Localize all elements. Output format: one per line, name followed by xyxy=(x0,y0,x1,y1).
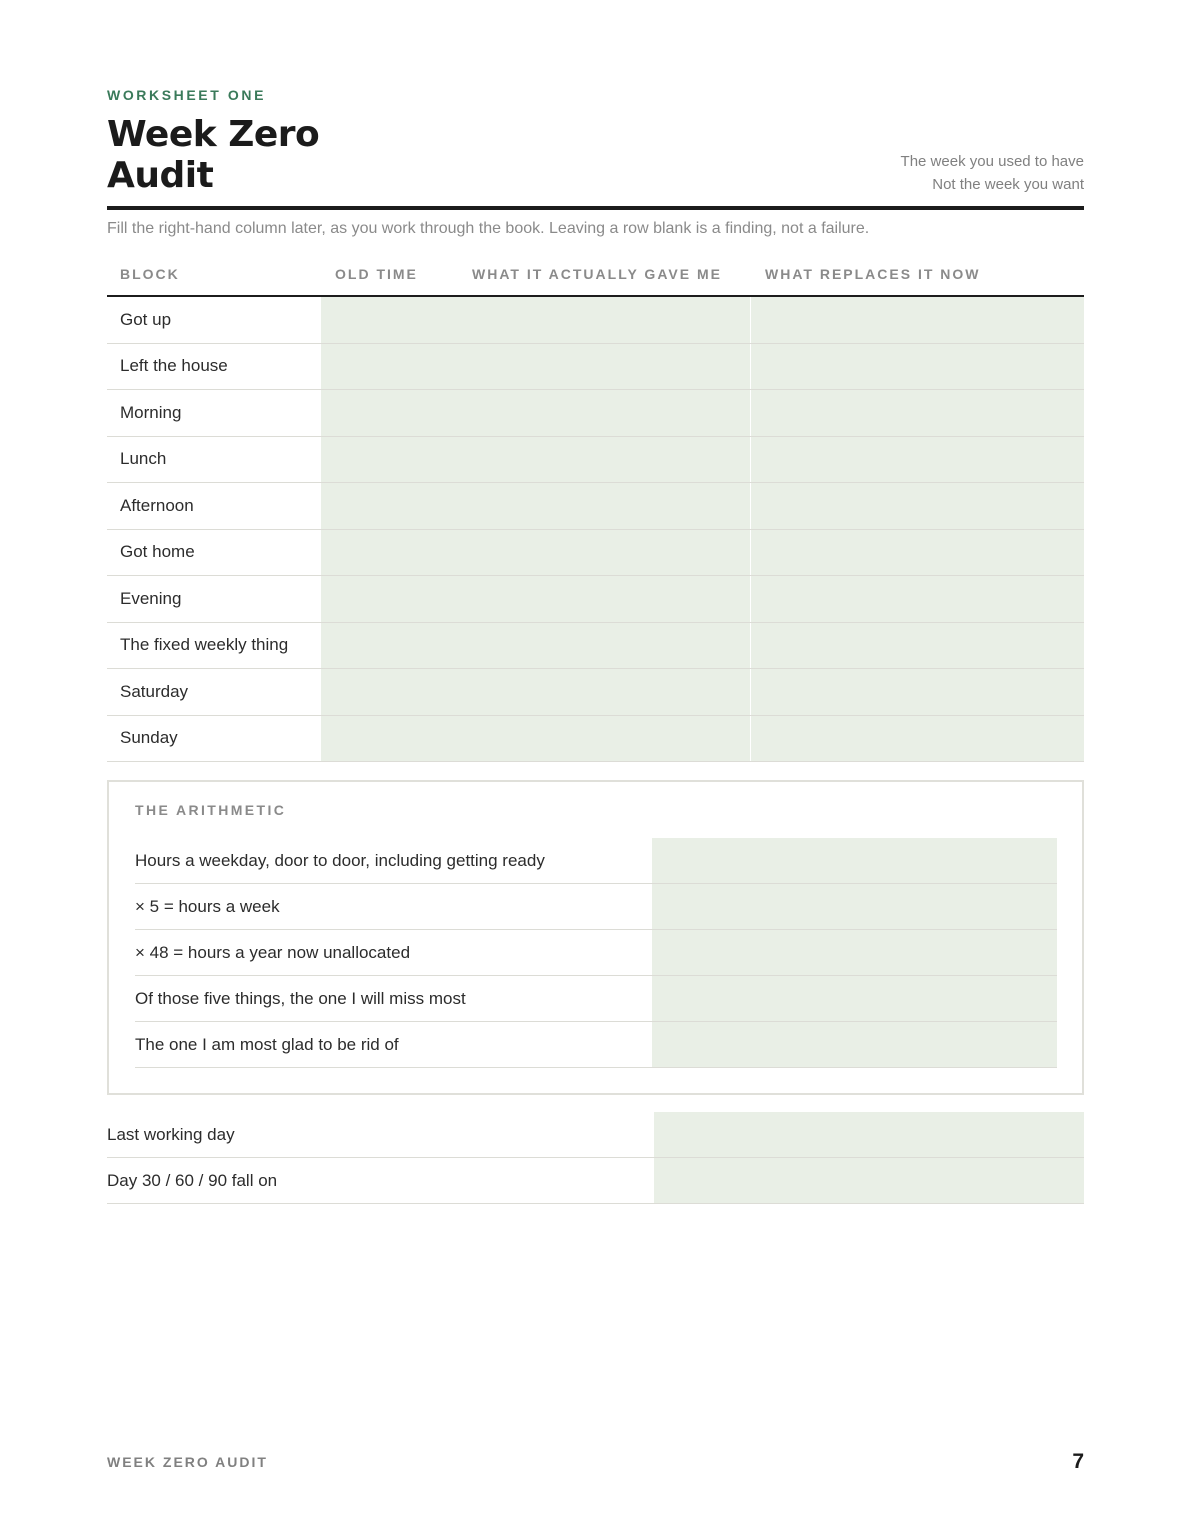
row-label: Morning xyxy=(120,402,182,422)
tagline-line-2: Not the week you want xyxy=(932,176,1084,193)
arithmetic-label: × 5 = hours a week xyxy=(135,896,280,916)
arithmetic-answer-field[interactable] xyxy=(652,930,1057,975)
arithmetic-row xyxy=(135,838,1057,884)
replaces-it-field[interactable] xyxy=(751,297,1084,343)
arithmetic-label: The one I am most glad to be rid of xyxy=(135,1034,399,1054)
old-time-and-gave-me-field[interactable] xyxy=(321,390,751,436)
worksheet-eyebrow: WORKSHEET ONE xyxy=(107,87,267,103)
row-label: The fixed weekly thing xyxy=(120,635,289,655)
row-label: Afternoon xyxy=(120,495,194,515)
old-time-and-gave-me-field[interactable] xyxy=(321,669,751,715)
replaces-it-field[interactable] xyxy=(751,344,1084,390)
replaces-it-field[interactable] xyxy=(751,576,1084,622)
date-row xyxy=(107,1112,1084,1158)
row-label: Got home xyxy=(120,542,195,562)
old-time-and-gave-me-field[interactable] xyxy=(321,623,751,669)
date-answer-field[interactable] xyxy=(654,1158,1084,1203)
row-label: Left the house xyxy=(120,356,228,376)
old-time-and-gave-me-field[interactable] xyxy=(321,716,751,762)
old-time-and-gave-me-field[interactable] xyxy=(321,576,751,622)
table-row xyxy=(107,669,1084,716)
audit-table-header xyxy=(107,254,1084,297)
arithmetic-row xyxy=(135,930,1057,976)
date-label: Day 30 / 60 / 90 fall on xyxy=(107,1170,278,1190)
arithmetic-title: THE ARITHMETIC xyxy=(135,802,287,818)
header-rule xyxy=(107,206,1084,210)
replaces-it-field[interactable] xyxy=(751,390,1084,436)
replaces-it-field[interactable] xyxy=(751,483,1084,529)
row-label: Lunch xyxy=(120,449,167,469)
table-row xyxy=(107,297,1084,344)
table-row xyxy=(107,530,1084,577)
column-header-what-replaces: WHAT REPLACES IT NOW xyxy=(765,266,981,282)
arithmetic-label: × 48 = hours a year now unallocated xyxy=(135,942,411,962)
arithmetic-box xyxy=(107,780,1084,1095)
date-row xyxy=(107,1158,1084,1204)
replaces-it-field[interactable] xyxy=(751,716,1084,762)
running-footer-title: WEEK ZERO AUDIT xyxy=(107,1454,268,1470)
replaces-it-field[interactable] xyxy=(751,623,1084,669)
page-number: 7 xyxy=(1072,1450,1084,1473)
tagline-line-1: The week you used to have xyxy=(900,153,1084,170)
old-time-and-gave-me-field[interactable] xyxy=(321,437,751,483)
arithmetic-label: Of those five things, the one I will miss most xyxy=(135,988,466,1008)
instruction-note: Fill the right-hand column later, as you work through the book. Leaving a row blank is a finding, not a failure. xyxy=(107,220,870,237)
table-row xyxy=(107,390,1084,437)
date-label: Last working day xyxy=(107,1124,235,1144)
arithmetic-row xyxy=(135,976,1057,1022)
page-title-line-2: Audit xyxy=(107,155,214,196)
table-row xyxy=(107,623,1084,670)
key-dates xyxy=(107,1112,1084,1204)
old-time-and-gave-me-field[interactable] xyxy=(321,530,751,576)
old-time-and-gave-me-field[interactable] xyxy=(321,483,751,529)
arithmetic-answer-field[interactable] xyxy=(652,884,1057,929)
column-header-what-it-gave: WHAT IT ACTUALLY GAVE ME xyxy=(472,266,722,282)
replaces-it-field[interactable] xyxy=(751,437,1084,483)
replaces-it-field[interactable] xyxy=(751,530,1084,576)
arithmetic-rows xyxy=(135,838,1057,1068)
row-label: Got up xyxy=(120,309,172,329)
old-time-and-gave-me-field[interactable] xyxy=(321,344,751,390)
row-label: Saturday xyxy=(120,681,189,701)
arithmetic-answer-field[interactable] xyxy=(652,838,1057,883)
tagline xyxy=(901,150,1084,196)
table-row xyxy=(107,716,1084,763)
arithmetic-row xyxy=(135,1022,1057,1068)
replaces-it-field[interactable] xyxy=(751,669,1084,715)
arithmetic-answer-field[interactable] xyxy=(652,976,1057,1021)
column-header-old-time: OLD TIME xyxy=(335,266,418,282)
audit-table xyxy=(107,254,1084,762)
row-label: Sunday xyxy=(120,728,178,748)
column-header-block: BLOCK xyxy=(120,266,180,282)
row-label: Evening xyxy=(120,588,182,608)
page-title xyxy=(107,114,319,196)
table-row xyxy=(107,344,1084,391)
table-row xyxy=(107,483,1084,530)
page-title-line-1: Week Zero xyxy=(107,114,320,155)
arithmetic-answer-field[interactable] xyxy=(652,1022,1057,1067)
table-row xyxy=(107,576,1084,623)
arithmetic-label: Hours a weekday, door to door, including getting ready xyxy=(135,850,545,870)
table-row xyxy=(107,437,1084,484)
old-time-and-gave-me-field[interactable] xyxy=(321,297,751,343)
worksheet-page xyxy=(107,0,1084,1540)
arithmetic-row xyxy=(135,884,1057,930)
date-answer-field[interactable] xyxy=(654,1112,1084,1157)
